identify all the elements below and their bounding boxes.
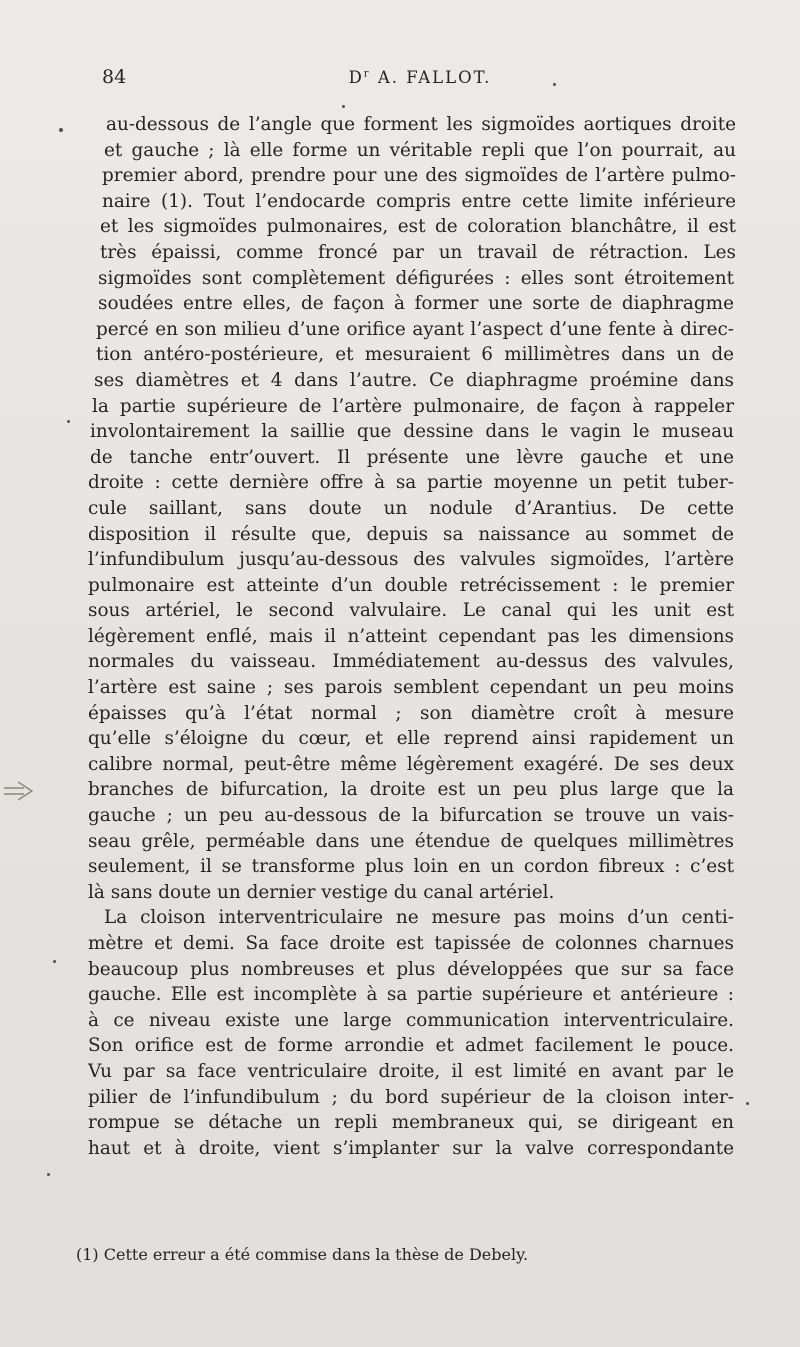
- text-line: involontairement la saillie que dessine dans le vagin le museau: [90, 421, 734, 443]
- text-line: mètre et demi. Sa face droite est tapissée de colonnes charnues: [88, 933, 734, 954]
- text-line: normales du vaisseau. Immédiatement au-dessus des valvules,: [88, 651, 734, 673]
- text-line: à ce niveau existe une large communication interventriculaire.: [88, 1009, 734, 1031]
- text-line: rompue se détache un repli membraneux qui, se dirigeant en: [88, 1112, 734, 1134]
- text-line: droite : cette dernière offre à sa partie moyenne un petit tuber-: [88, 472, 734, 494]
- author-prefix-superscript: r: [363, 68, 371, 80]
- text-line: et les sigmoïdes pulmonaires, est de coloration blanchâtre, il est: [100, 216, 736, 238]
- text-line: sous artériel, le second valvulaire. Le canal qui les unit est: [88, 600, 734, 622]
- text-line: soudées entre elles, de façon à former une sorte de diaphragme: [98, 293, 734, 315]
- text-line: La cloison interventriculaire ne mesure pas moins d’un centi-: [104, 907, 734, 929]
- footnote: (1) Cette erreur a été commise dans la thèse de Debely.: [76, 1245, 529, 1264]
- text-line: l’infundibulum jusqu’au-dessous des valvules sigmoïdes, l’artère: [88, 549, 734, 571]
- ink-speck: [553, 83, 556, 86]
- text-line: l’artère est saine ; ses parois semblent cependant un peu moins: [88, 677, 734, 699]
- text-line: beaucoup plus nombreuses et plus développées que sur sa face: [88, 958, 734, 980]
- text-line: très épaissi, comme froncé par un travail de rétraction. Les: [100, 241, 736, 263]
- text-line: seulement, il se transforme plus loin en un cordon fibreux : c’est: [88, 856, 734, 878]
- text-line: au-dessous de l’angle que forment les sigmoïdes aortiques droite: [106, 114, 736, 135]
- text-line: qu’elle s’éloigne du cœur, et elle reprend ainsi rapidement un: [88, 728, 734, 750]
- ink-speck: [67, 420, 70, 423]
- text-line: seau grêle, perméable dans une étendue de quelques millimètres: [88, 830, 734, 852]
- text-line: Son orifice est de forme arrondie et admet facilement le pouce.: [88, 1035, 734, 1057]
- text-line: épaisses qu’à l’état normal ; son diamètre croît à mesure: [88, 702, 734, 724]
- ink-speck: [53, 960, 56, 963]
- page-header: [100, 66, 740, 96]
- margin-arrow-icon: [2, 780, 36, 804]
- text-line: calibre normal, peut-être même légèrement exagéré. De ses deux: [88, 753, 734, 775]
- ink-speck: [746, 1102, 749, 1105]
- text-line: disposition il résulte que, depuis sa naissance au sommet de: [88, 523, 734, 545]
- text-line: là sans doute un dernier vestige du canal artériel.: [88, 881, 555, 903]
- text-line: branches de bifurcation, la droite est un peu plus large que la: [88, 779, 734, 801]
- text-line: Vu par sa face ventriculaire droite, il est limité en avant par le: [88, 1060, 734, 1082]
- text-line: de tanche entr’ouvert. Il présente une lèvre gauche et une: [90, 446, 734, 468]
- text-line: la partie supérieure de l’artère pulmonaire, de façon à rappeler: [92, 395, 734, 417]
- text-line: gauche. Elle est incomplète à sa partie supérieure et antérieure :: [88, 984, 734, 1006]
- text-line: et gauche ; là elle forme un véritable repli que l’on pourrait, au: [104, 139, 736, 161]
- text-line: premier abord, prendre pour une des sigmoïdes de l’artère pulmo-: [102, 165, 736, 187]
- page-number: 84: [102, 66, 127, 88]
- text-line: légèrement enflé, mais il n’atteint cependant pas les dimensions: [88, 625, 734, 647]
- text-line: haut et à droite, vient s’implanter sur la valve correspondante: [88, 1137, 734, 1159]
- ink-speck: [47, 1173, 50, 1176]
- body-text: [88, 112, 736, 1161]
- text-line: cule saillant, sans doute un nodule d’Arantius. De cette: [88, 497, 734, 519]
- text-line: percé en son milieu d’une orifice ayant l’aspect d’une fente à direc-: [96, 318, 734, 340]
- running-title: [100, 68, 740, 87]
- text-line: ses diamètres et 4 dans l’autre. Ce diaphragme proémine dans: [94, 369, 734, 391]
- author-prefix: D: [348, 68, 364, 87]
- ink-speck: [59, 128, 63, 132]
- text-line: gauche ; un peu au-dessous de la bifurcation se trouve un vais-: [88, 805, 734, 827]
- text-line: pulmonaire est atteinte d’un double retrécissement : le premier: [88, 574, 734, 596]
- text-line: sigmoïdes sont complètement défigurées : elles sont étroitement: [98, 267, 734, 289]
- text-line: tion antéro-postérieure, et mesuraient 6 millimètres dans un de: [96, 344, 734, 366]
- author-name: A. FALLOT.: [377, 68, 492, 87]
- text-line: naire (1). Tout l’endocarde compris entre cette limite inférieure: [102, 190, 736, 212]
- ink-speck: [342, 105, 345, 108]
- text-line: pilier de l’infundibulum ; du bord supérieur de la cloison inter-: [88, 1086, 734, 1108]
